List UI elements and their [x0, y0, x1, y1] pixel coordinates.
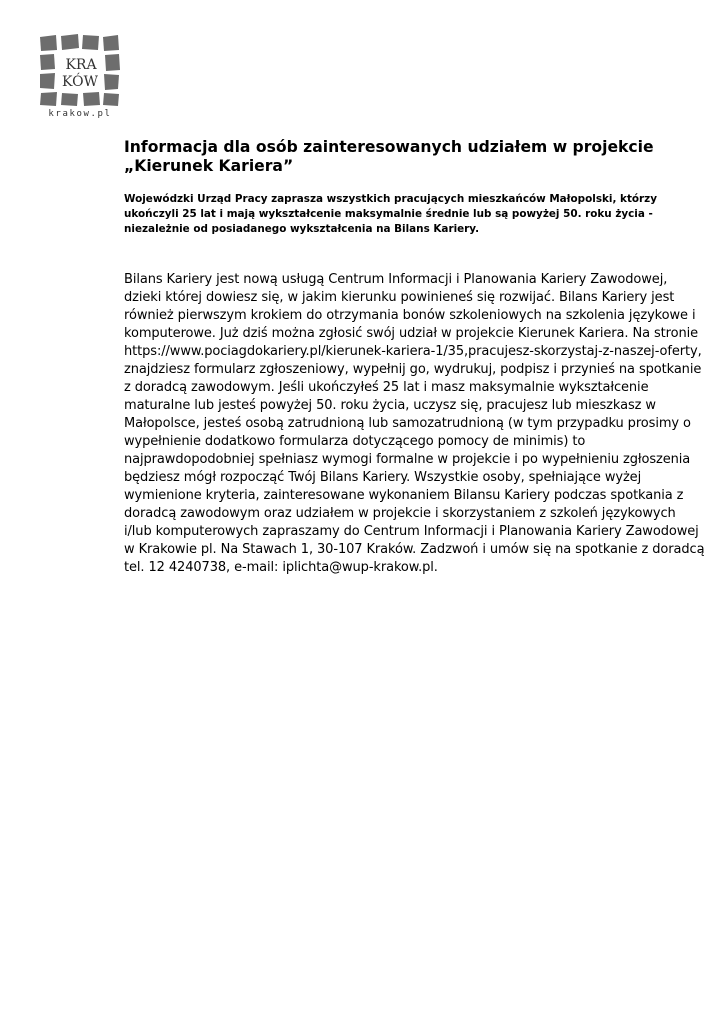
krakow-logo: [38, 33, 122, 123]
article: [124, 138, 706, 577]
intro-paragraph: Wojewódzki Urząd Pracy zaprasza wszystkich pracujących mieszkańców Małopolski, którzy ukończyli 25 lat i mają wykształcenie maksymalnie średnie lub są powyżej 50. roku życia - niezależnie od posiadanego wykształcenia na Bilans Kariery.: [124, 193, 658, 235]
krakow-logo-mark: [38, 33, 122, 107]
logo-text-line1: KRA: [65, 57, 97, 73]
logo-caption: krakow.pl: [48, 109, 112, 119]
logo-text-line2: KÓW: [62, 74, 98, 90]
body-paragraph: Bilans Kariery jest nową usługą Centrum Informacji i Planowania Kariery Zawodowej, dzieki której dowiesz się, w jakim kierunku powinieneś się rozwijać. Bilans Kariery jest również pierwszym krokiem do otrzymania bonów szkoleniowych na szkolenia językowe i komputerowe. Już dziś można zgłosić swój udział w projekcie Kierunek Kariera. Na stronie https://www.pociagdokariery.pl/kierunek-kariera-1/35,pracujesz-skorzystaj-z-naszej-oferty, znajdziesz formularz zgłoszeniowy, wypełnij go, wydrukuj, podpisz i przynieś na spotkanie z doradcą zawodowym. Jeśli ukończyłeś 25 lat i masz maksymalnie wykształcenie maturalne lub jesteś powyżej 50. roku życia, uczysz się, pracujesz lub mieszkasz w Małopolsce, jesteś osobą zatrudnioną lub samozatrudnioną (w tym przypadku prosimy o wypełnienie dodatkowo formularza dotyczącego pomocy de minimis) to najprawdopodobniej spełniasz wymogi formalne w projekcie i po wypełnieniu zgłoszenia będziesz mógł rozpocząć Twój Bilans Kariery. Wszystkie osoby, spełniające wyżej wymienione kryteria, zainteresowane wykonaniem Bilansu Kariery podczas spotkania z doradcą zawodowym oraz udziałem w projekcie i skorzystaniem z szkoleń językowych i/lub komputerowych zapraszamy do Centrum Informacji i Planowania Kariery Zawodowej w Krakowie pl. Na Stawach 1, 30-107 Kraków. Zadzwoń i umów się na spotkanie z doradcą tel. 12 4240738, e-mail: iplichta@wup-krakow.pl.: [124, 272, 705, 575]
page-title: Informacja dla osób zainteresowanych udziałem w projekcie „Kierunek Kariera”: [124, 138, 654, 175]
